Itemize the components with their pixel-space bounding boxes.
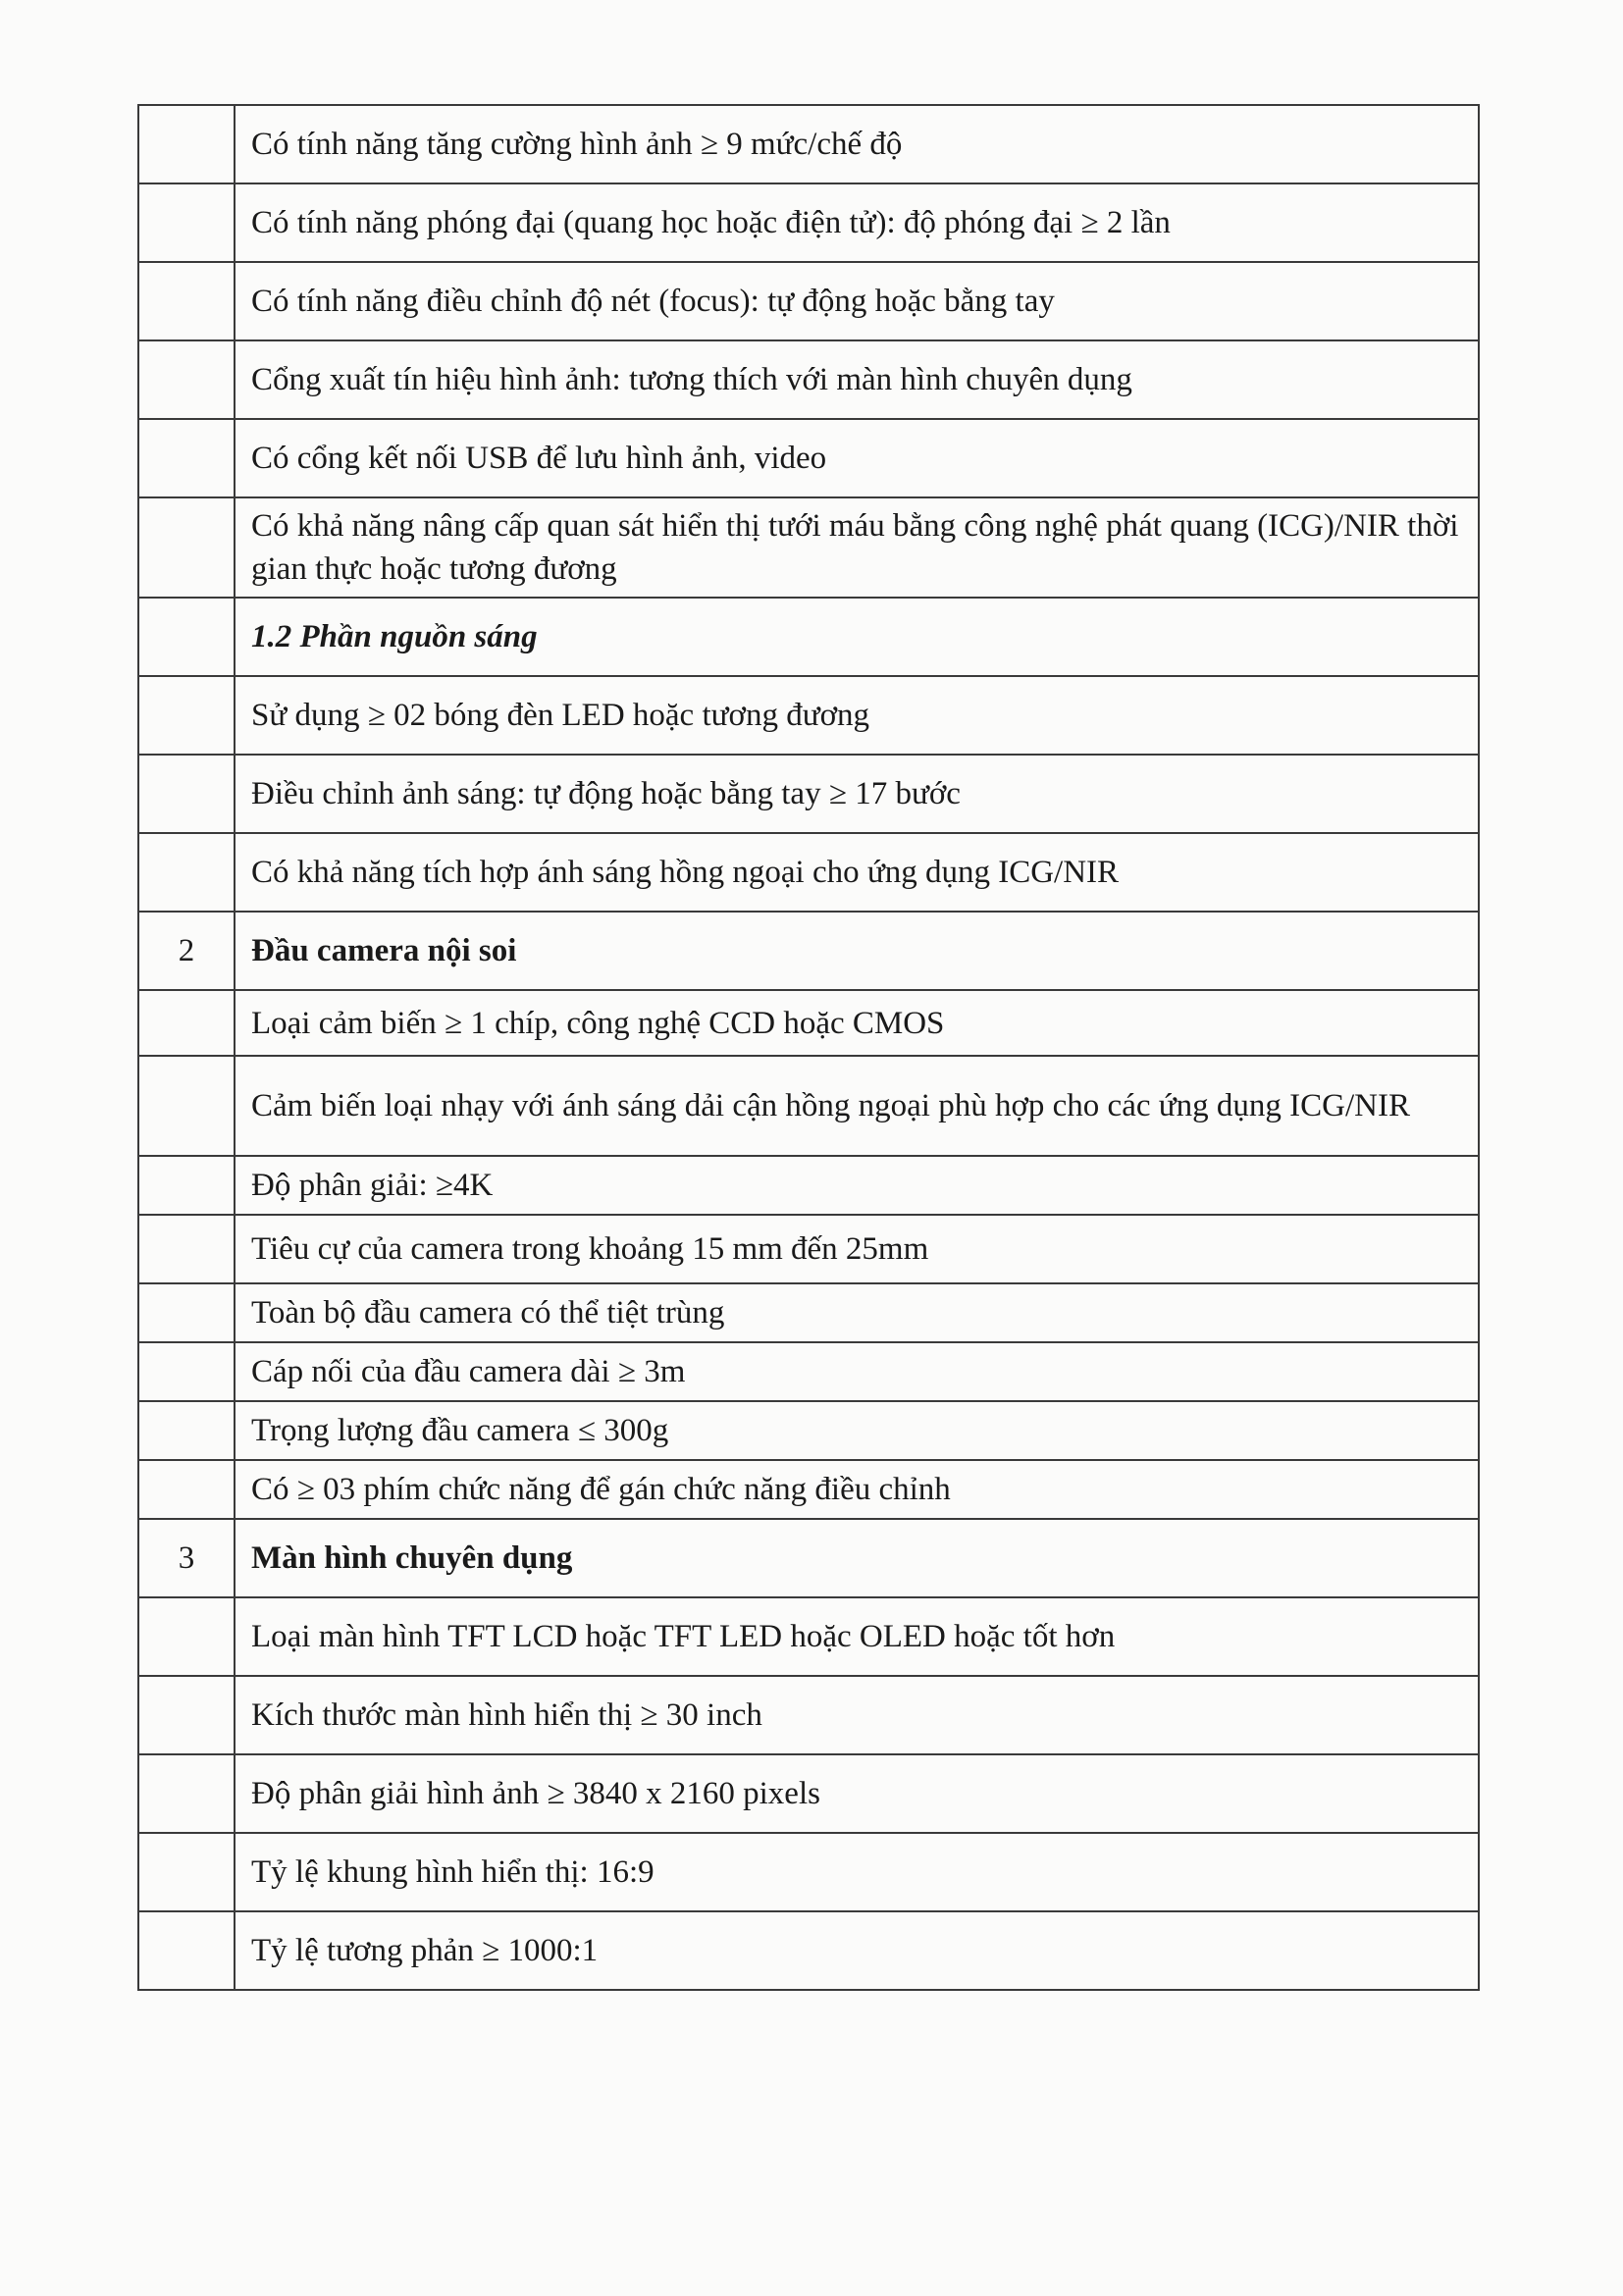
table-row bbox=[138, 755, 1479, 833]
spec-description-cell: Có tính năng tăng cường hình ảnh ≥ 9 mức/chế độ bbox=[235, 105, 1479, 183]
table-row bbox=[138, 419, 1479, 497]
table-row bbox=[138, 1911, 1479, 1990]
row-number-cell bbox=[138, 598, 235, 676]
row-number-cell bbox=[138, 183, 235, 262]
table-row bbox=[138, 833, 1479, 912]
row-number-cell bbox=[138, 990, 235, 1056]
row-number-cell bbox=[138, 262, 235, 340]
spec-description-cell: Trọng lượng đầu camera ≤ 300g bbox=[235, 1401, 1479, 1460]
spec-description-cell: Loại màn hình TFT LCD hoặc TFT LED hoặc OLED hoặc tốt hơn bbox=[235, 1597, 1479, 1676]
spec-description-cell: Toàn bộ đầu camera có thể tiệt trùng bbox=[235, 1283, 1479, 1342]
table-row bbox=[138, 990, 1479, 1056]
table-row bbox=[138, 497, 1479, 598]
row-number-cell bbox=[138, 1283, 235, 1342]
row-number-cell bbox=[138, 1215, 235, 1283]
spec-table bbox=[137, 104, 1480, 1991]
table-row bbox=[138, 183, 1479, 262]
row-number-cell bbox=[138, 676, 235, 755]
spec-description-cell: Có khả năng nâng cấp quan sát hiển thị tưới máu bằng công nghệ phát quang (ICG)/NIR thời gian thực hoặc tương đương bbox=[235, 497, 1479, 598]
row-number-cell bbox=[138, 833, 235, 912]
row-number-cell bbox=[138, 1597, 235, 1676]
table-row bbox=[138, 105, 1479, 183]
spec-description-cell: Cáp nối của đầu camera dài ≥ 3m bbox=[235, 1342, 1479, 1401]
row-number-cell bbox=[138, 105, 235, 183]
section-row bbox=[138, 1519, 1479, 1597]
table-row bbox=[138, 1597, 1479, 1676]
table-row bbox=[138, 1401, 1479, 1460]
spec-description-cell: Có tính năng điều chỉnh độ nét (focus): tự động hoặc bằng tay bbox=[235, 262, 1479, 340]
spec-description-cell: Độ phân giải hình ảnh ≥ 3840 x 2160 pixels bbox=[235, 1754, 1479, 1833]
spec-description-cell: Cổng xuất tín hiệu hình ảnh: tương thích với màn hình chuyên dụng bbox=[235, 340, 1479, 419]
row-number-cell bbox=[138, 755, 235, 833]
row-number-cell bbox=[138, 1911, 235, 1990]
spec-description-cell: Tỷ lệ khung hình hiển thị: 16:9 bbox=[235, 1833, 1479, 1911]
row-number-cell bbox=[138, 1342, 235, 1401]
spec-description-cell: Điều chỉnh ảnh sáng: tự động hoặc bằng tay ≥ 17 bước bbox=[235, 755, 1479, 833]
spec-description-cell: Có ≥ 03 phím chức năng để gán chức năng điều chỉnh bbox=[235, 1460, 1479, 1519]
subsection-row bbox=[138, 598, 1479, 676]
table-row bbox=[138, 340, 1479, 419]
row-number-cell bbox=[138, 1833, 235, 1911]
row-number-cell bbox=[138, 1460, 235, 1519]
row-number-cell bbox=[138, 1401, 235, 1460]
table-row bbox=[138, 1342, 1479, 1401]
spec-table-body bbox=[138, 105, 1479, 1990]
table-row bbox=[138, 1754, 1479, 1833]
row-number-cell bbox=[138, 1156, 235, 1215]
table-row bbox=[138, 1833, 1479, 1911]
table-row bbox=[138, 1676, 1479, 1754]
section-title-cell: Màn hình chuyên dụng bbox=[235, 1519, 1479, 1597]
row-number-cell bbox=[138, 1754, 235, 1833]
spec-description-cell: Có cổng kết nối USB để lưu hình ảnh, video bbox=[235, 419, 1479, 497]
table-row bbox=[138, 1215, 1479, 1283]
spec-description-cell: Cảm biến loại nhạy với ánh sáng dải cận hồng ngoại phù hợp cho các ứng dụng ICG/NIR bbox=[235, 1056, 1479, 1156]
table-row bbox=[138, 1056, 1479, 1156]
row-number-cell bbox=[138, 1056, 235, 1156]
spec-description-cell: Độ phân giải: ≥4K bbox=[235, 1156, 1479, 1215]
spec-description-cell: Tỷ lệ tương phản ≥ 1000:1 bbox=[235, 1911, 1479, 1990]
spec-description-cell: Kích thước màn hình hiển thị ≥ 30 inch bbox=[235, 1676, 1479, 1754]
row-number-cell bbox=[138, 340, 235, 419]
spec-description-cell: Có tính năng phóng đại (quang học hoặc điện tử): độ phóng đại ≥ 2 lần bbox=[235, 183, 1479, 262]
spec-description-cell: Sử dụng ≥ 02 bóng đèn LED hoặc tương đương bbox=[235, 676, 1479, 755]
table-row bbox=[138, 1156, 1479, 1215]
table-row bbox=[138, 676, 1479, 755]
table-row bbox=[138, 1460, 1479, 1519]
section-title-cell: 1.2 Phần nguồn sáng bbox=[235, 598, 1479, 676]
spec-description-cell: Tiêu cự của camera trong khoảng 15 mm đến 25mm bbox=[235, 1215, 1479, 1283]
row-number-cell: 3 bbox=[138, 1519, 235, 1597]
row-number-cell: 2 bbox=[138, 912, 235, 990]
row-number-cell bbox=[138, 1676, 235, 1754]
table-row bbox=[138, 262, 1479, 340]
spec-description-cell: Có khả năng tích hợp ánh sáng hồng ngoại cho ứng dụng ICG/NIR bbox=[235, 833, 1479, 912]
section-row bbox=[138, 912, 1479, 990]
section-title-cell: Đầu camera nội soi bbox=[235, 912, 1479, 990]
row-number-cell bbox=[138, 419, 235, 497]
row-number-cell bbox=[138, 497, 235, 598]
table-row bbox=[138, 1283, 1479, 1342]
spec-description-cell: Loại cảm biến ≥ 1 chíp, công nghệ CCD hoặc CMOS bbox=[235, 990, 1479, 1056]
